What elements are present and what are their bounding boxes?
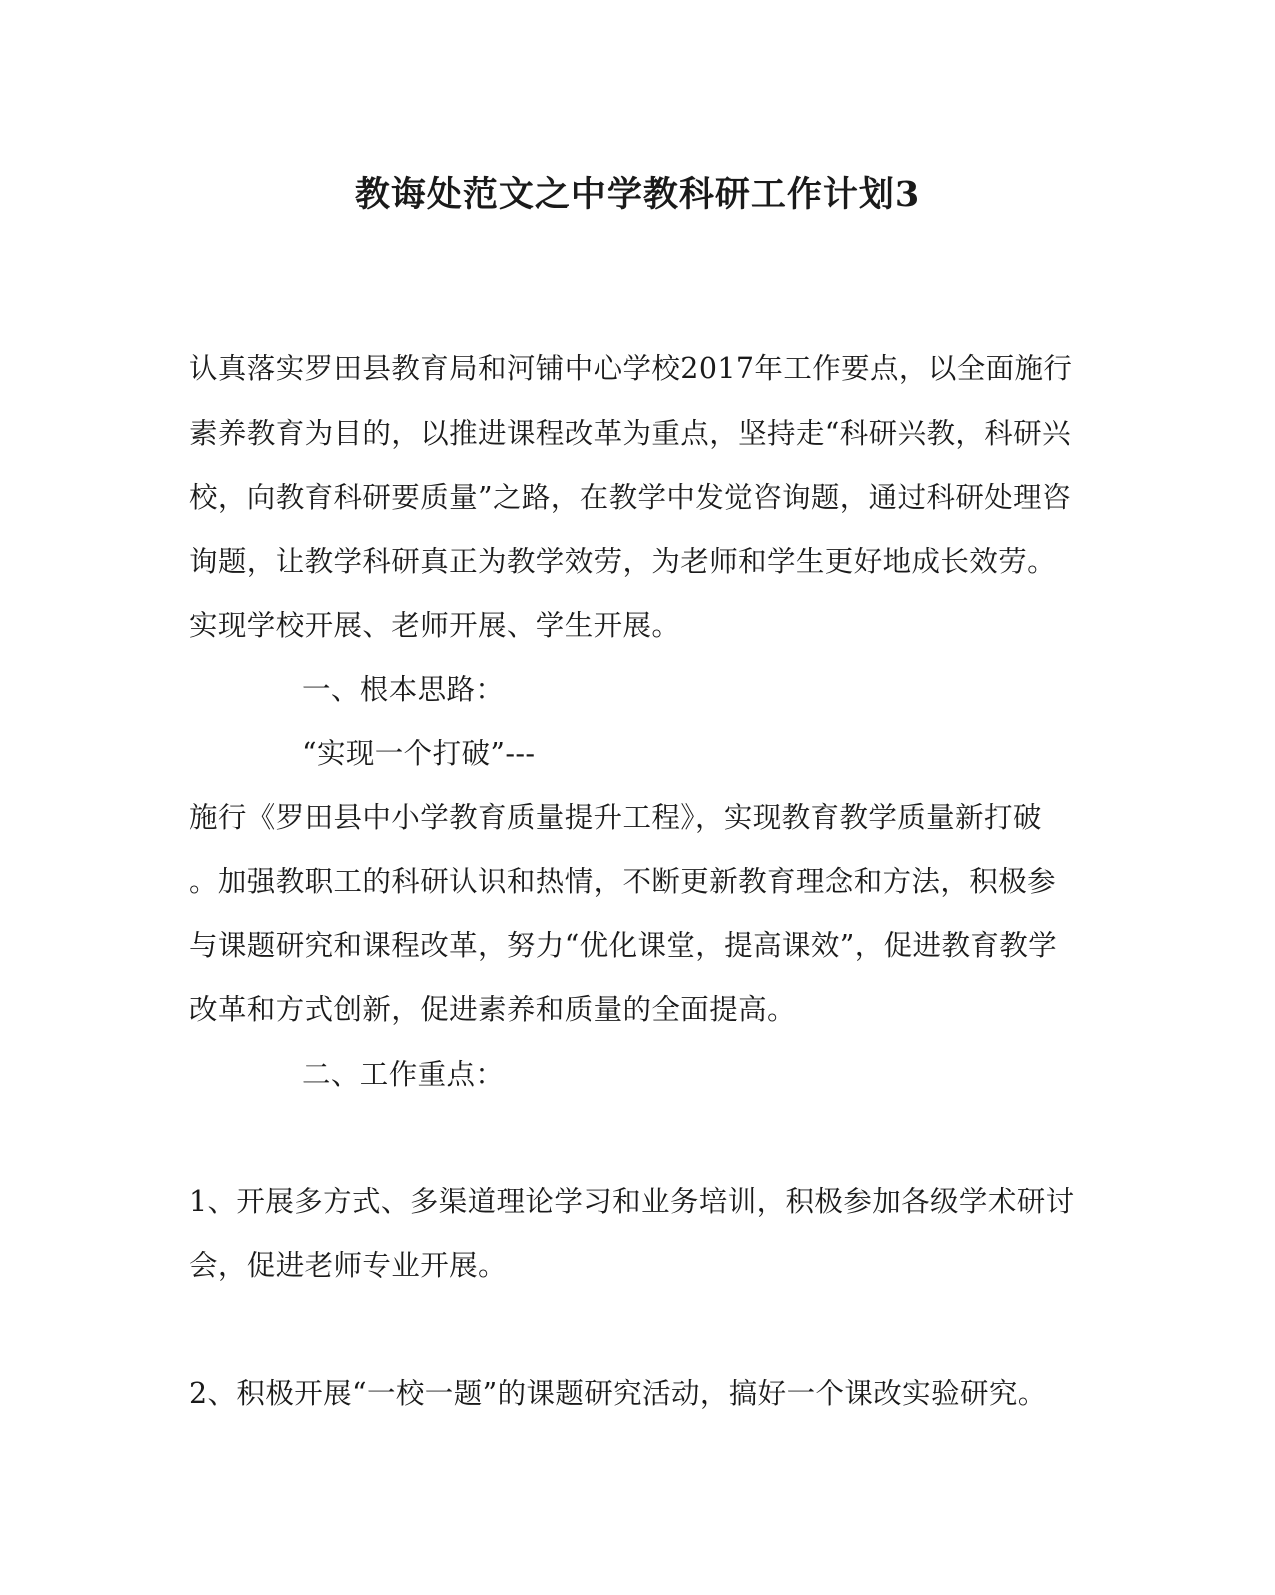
paragraph-line: 施行《罗田县中小学教育质量提升工程》，实现教育教学质量新打破: [189, 801, 1042, 834]
paragraph-line: 与课题研究和课程改革，努力“优化课堂，提高课效”，促进教育教学: [189, 929, 1058, 962]
paragraph-line: 询题，让教学科研真正为教学效劳，为老师和学生更好地成长效劳。: [189, 545, 1057, 578]
section-heading: 二、工作重点：: [302, 1058, 505, 1091]
list-item-line: 2、积极开展“一校一题”的课题研究活动，搞好一个课改实验研究。: [189, 1377, 1047, 1410]
list-item-line: 1、开展多方式、多渠道理论学习和业务培训，积极参加各级学术研讨: [189, 1185, 1075, 1218]
paragraph-line: 改革和方式创新，促进素养和质量的全面提高。: [189, 993, 796, 1026]
list-item-line: 会，促进老师专业开展。: [189, 1249, 507, 1282]
paragraph-line: 实现学校开展、老师开展、学生开展。: [189, 609, 681, 642]
document-title: 教诲处范文之中学教科研工作计划3: [354, 174, 921, 215]
section-heading: 一、根本思路：: [302, 673, 505, 706]
paragraph-line: 校，向教育科研要质量”之路，在教学中发觉咨询题，通过科研处理咨: [189, 481, 1071, 514]
paragraph-line: 素养教育为目的，以推进课程改革为重点，坚持走“科研兴教，科研兴: [189, 417, 1071, 450]
paragraph-line: 。加强教职工的科研认识和热情，不断更新教育理念和方法，积极参: [189, 865, 1057, 898]
paragraph-line: 认真落实罗田县教育局和河铺中心学校2017年工作要点，以全面施行: [189, 352, 1073, 385]
paragraph-line: “实现一个打破”---: [302, 737, 536, 770]
